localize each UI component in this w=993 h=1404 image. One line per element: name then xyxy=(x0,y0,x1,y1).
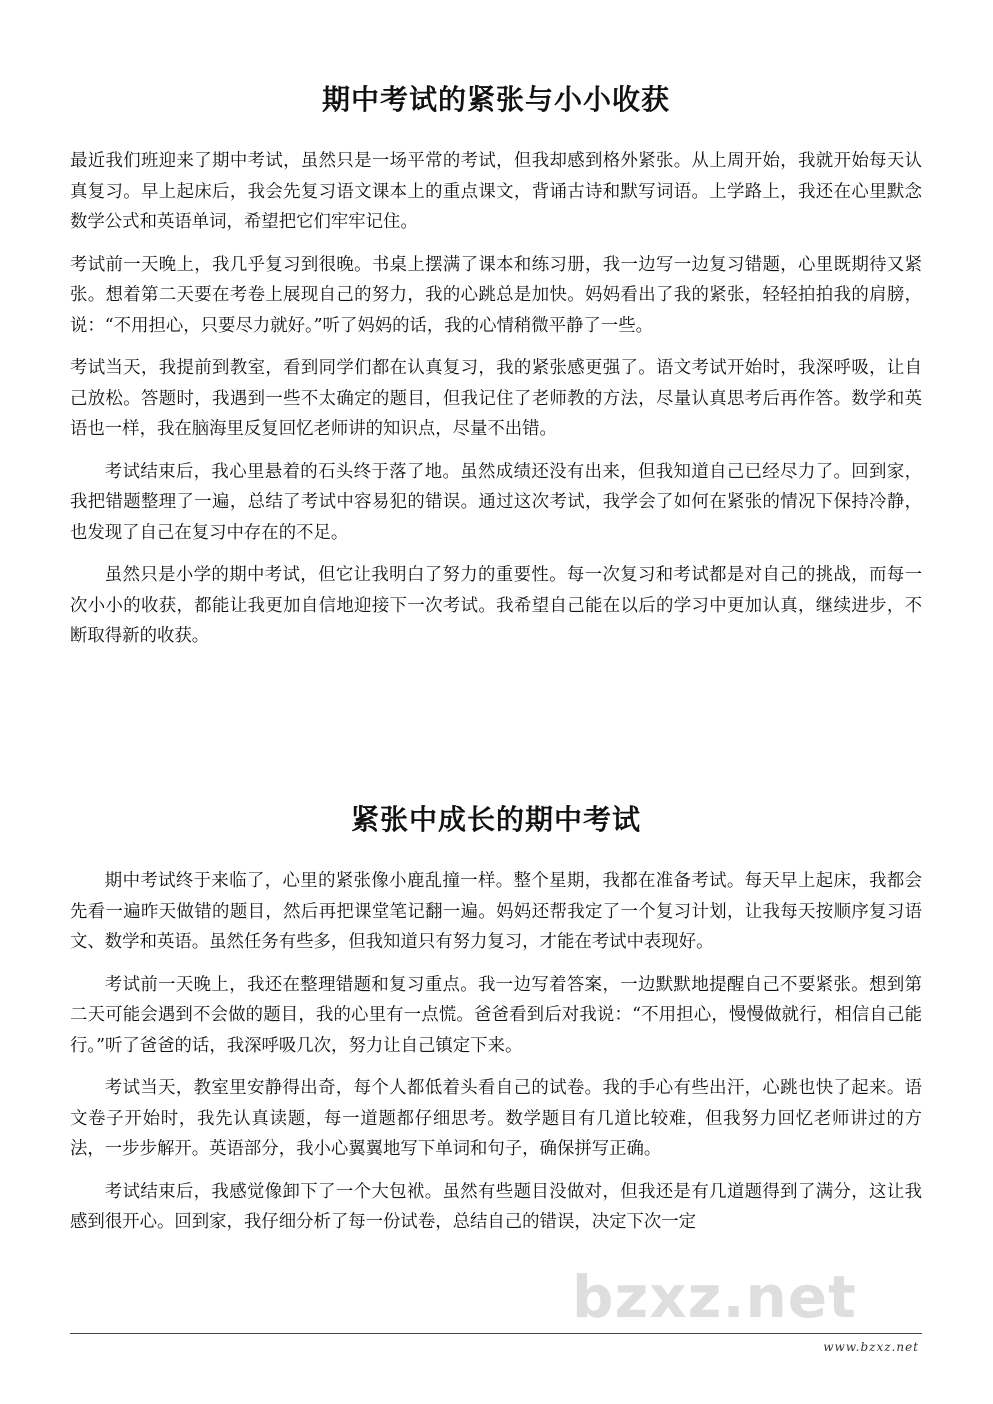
essay-paragraph: 考试前一天晚上，我还在整理错题和复习重点。我一边写着答案，一边默默地提醒自己不要紧张。想到第二天可能会遇到不会做的题目，我的心里有一点慌。爸爸看到后对我说：“不用担心，慢慢做就行，相信自己能行。”听了爸爸的话，我深呼吸几次，努力让自己镇定下来。 xyxy=(70,974,922,1056)
footer-url: www.bzxz.net xyxy=(823,1340,919,1354)
essay-paragraph: 考试前一天晚上，我几乎复习到很晚。书桌上摆满了课本和练习册，我一边写一边复习错题，心里既期待又紧张。想着第二天要在考卷上展现自己的努力，我的心跳总是加快。妈妈看出了我的紧张，轻轻拍拍我的肩膀，说：“不用担心，只要尽力就好。”听了妈妈的话，我的心情稍微平静了一些。 xyxy=(70,254,922,336)
essay-title: 期中考试的紧张与小小收获 xyxy=(321,83,670,116)
essay-title: 紧张中成长的期中考试 xyxy=(350,803,641,836)
essay-paragraph: 最近我们班迎来了期中考试，虽然只是一场平常的考试，但我却感到格外紧张。从上周开始，我就开始每天认真复习。早上起床后，我会先复习语文课本上的重点课文，背诵古诗和默写词语。上学路上，我还在心里默念数学公式和英语单词，希望把它们牢牢记住。 xyxy=(70,151,922,232)
essay-paragraph: 考试当天，教室里安静得出奇，每个人都低着头看自己的试卷。我的手心有些出汗，心跳也快了起来。语文卷子开始时，我先认真读题，每一道题都仔细思考。数学题目有几道比较难，但我努力回忆老师讲过的方法，一步步解开。英语部分，我小心翼翼地写下单词和句子，确保拼写正确。 xyxy=(70,1078,922,1159)
footer-divider xyxy=(70,1333,922,1334)
essay-paragraph: 考试结束后，我感觉像卸下了一个大包袱。虽然有些题目没做对，但我还是有几道题得到了满分，这让我感到很开心。回到家，我仔细分析了每一份试卷，总结自己的错误，决定下次一定 xyxy=(70,1181,922,1232)
essay-1 xyxy=(70,80,922,664)
essay-paragraph: 考试当天，我提前到教室，看到同学们都在认真复习，我的紧张感更强了。语文考试开始时，我深呼吸，让自己放松。答题时，我遇到一些不太确定的题目，但我记住了老师教的方法，尽量认真思考后再作答。数学和英语也一样，我在脑海里反复回忆老师讲的知识点，尽量不出错。 xyxy=(70,358,922,439)
watermark: bzxz.net xyxy=(572,1263,857,1331)
essay-paragraph: 考试结束后，我心里悬着的石头终于落了地。虽然成绩还没有出来，但我知道自己已经尽力了。回到家，我把错题整理了一遍，总结了考试中容易犯的错误。通过这次考试，我学会了如何在紧张的情况下保持冷静，也发现了自己在复习中存在的不足。 xyxy=(70,461,922,543)
essay-paragraph: 期中考试终于来临了，心里的紧张像小鹿乱撞一样。整个星期，我都在准备考试。每天早上起床，我都会先看一遍昨天做错的题目，然后再把课堂笔记翻一遍。妈妈还帮我定了一个复习计划，让我每天按顺序复习语文、数学和英语。虽然任务有些多，但我知道只有努力复习，才能在考试中表现好。 xyxy=(70,871,922,952)
essay-paragraph: 虽然只是小学的期中考试，但它让我明白了努力的重要性。每一次复习和考试都是对自己的挑战，而每一次小小的收获，都能让我更加自信地迎接下一次考试。我希望自己能在以后的学习中更加认真，继续进步，不断取得新的收获。 xyxy=(70,565,922,646)
essay-2 xyxy=(70,800,922,1250)
